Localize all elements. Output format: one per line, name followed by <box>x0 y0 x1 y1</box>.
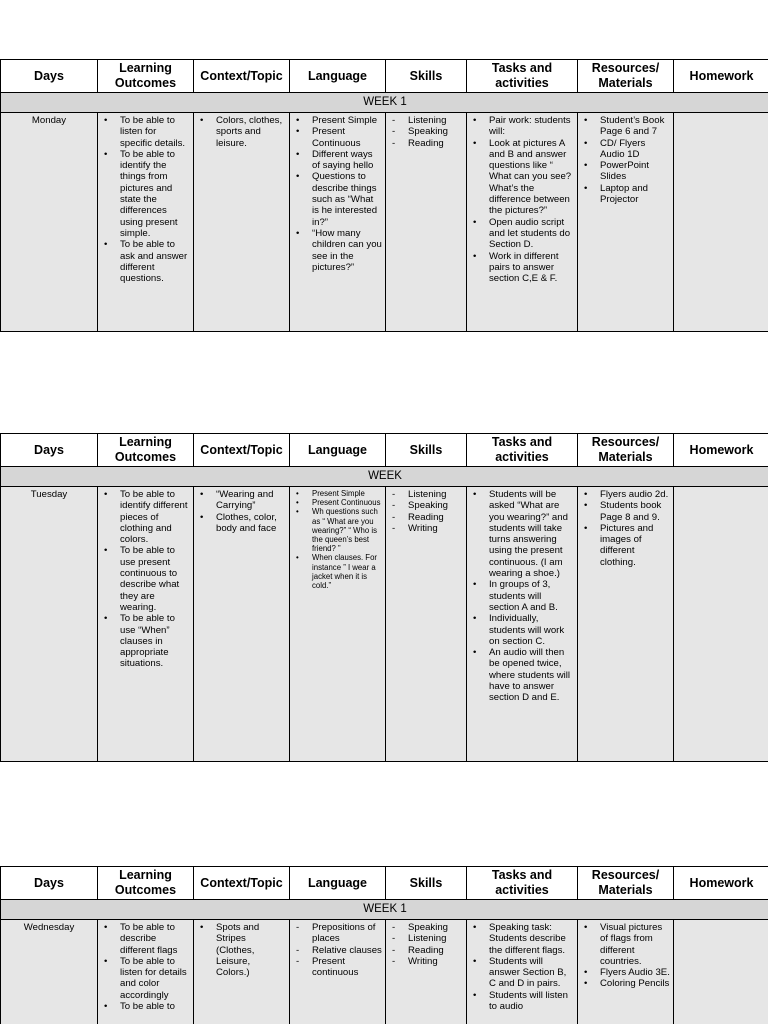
resources-cell <box>578 113 674 332</box>
lesson-row <box>1 113 768 332</box>
week-label: WEEK <box>1 467 768 487</box>
header-context-topic: Context/Topic <box>194 60 290 93</box>
list-item: • Present Continuous <box>293 498 382 507</box>
list-item: - Speaking <box>389 922 463 933</box>
header-days: Days <box>1 867 98 900</box>
list-item: • To be able to use “When” clauses in appropriate situations. <box>101 613 190 669</box>
language-cell <box>290 113 386 332</box>
header-learning-outcomes: Learning Outcomes <box>98 60 194 93</box>
header-tasks: Tasks and activities <box>467 434 578 467</box>
header-days: Days <box>1 434 98 467</box>
header-resources: Resources/ Materials <box>578 60 674 93</box>
list-item: • To be able to listen for specific details. <box>101 115 190 149</box>
context-cell <box>194 113 290 332</box>
header-learning-outcomes: Learning Outcomes <box>98 434 194 467</box>
list-item: • CD/ Flyers Audio 1D <box>581 138 670 161</box>
day-cell: Monday <box>1 113 98 332</box>
header-tasks: Tasks and activities <box>467 60 578 93</box>
header-days: Days <box>1 60 98 93</box>
list-item: • Present Continuous <box>293 126 382 149</box>
header-resources: Resources/ Materials <box>578 867 674 900</box>
homework-cell <box>674 113 768 332</box>
header-language: Language <box>290 867 386 900</box>
resources-cell <box>578 487 674 762</box>
list-item: • Present Simple <box>293 489 382 498</box>
tasks-cell <box>467 487 578 762</box>
list-item: • To be able to identify different pieces of clothing and colors. <box>101 489 190 545</box>
list-item: • To be able to use present continuous to describe what they are wearing. <box>101 545 190 613</box>
day-cell: Tuesday <box>1 487 98 762</box>
list-item: • Clothes, color, body and face <box>197 512 286 535</box>
list-item: • Speaking task: Students describe the different flags. <box>470 922 574 956</box>
list-item: • Coloring Pencils <box>581 978 670 989</box>
list-item: • “How many children can you see in the pictures?” <box>293 228 382 273</box>
list-item: - Listening <box>389 115 463 126</box>
week-label: WEEK 1 <box>1 900 768 920</box>
list-item: • Look at pictures A and B and answer questions like “ What can you see? What’s the difference between the pictures?” <box>470 138 574 217</box>
header-tasks: Tasks and activities <box>467 867 578 900</box>
lesson-row <box>1 920 768 1024</box>
language-cell <box>290 487 386 762</box>
list-item: • Pair work: students will: <box>470 115 574 138</box>
skills-cell <box>386 487 467 762</box>
list-item: • Students will be asked “What are you wearing?” and students will take turns answering using the present continuous. (I am wearing a shoe.) <box>470 489 574 579</box>
list-item: • “Wearing and Carrying” <box>197 489 286 512</box>
header-context-topic: Context/Topic <box>194 867 290 900</box>
header-row <box>1 867 768 900</box>
list-item: - Speaking <box>389 500 463 511</box>
header-context-topic: Context/Topic <box>194 434 290 467</box>
list-item: - Reading <box>389 138 463 149</box>
list-item: • Students book Page 8 and 9. <box>581 500 670 523</box>
outcomes-cell <box>98 487 194 762</box>
header-skills: Skills <box>386 60 467 93</box>
list-item: - Present continuous <box>293 956 382 979</box>
header-row <box>1 434 768 467</box>
list-item: • Flyers Audio 3E. <box>581 967 670 978</box>
list-item: - Relative clauses <box>293 945 382 956</box>
list-item: • To be able to ask and answer different questions. <box>101 239 190 284</box>
list-item: • In groups of 3, students will section A and B. <box>470 579 574 613</box>
header-resources: Resources/ Materials <box>578 434 674 467</box>
list-item: • Wh questions such as “ What are you wearing?” “ Who is the queen’s best friend? ” <box>293 507 382 553</box>
header-skills: Skills <box>386 867 467 900</box>
header-row <box>1 60 768 93</box>
list-item: - Listening <box>389 933 463 944</box>
list-item: • Work in different pairs to answer section C,E & F. <box>470 251 574 285</box>
list-item: • Different ways of saying hello <box>293 149 382 172</box>
skills-cell <box>386 113 467 332</box>
header-homework: Homework <box>674 60 768 93</box>
skills-cell <box>386 920 467 1024</box>
list-item: • To be able to identify the things from pictures and state the differences using present simple. <box>101 149 190 239</box>
list-item: • Flyers audio 2d. <box>581 489 670 500</box>
list-item: • PowerPoint Slides <box>581 160 670 183</box>
list-item: - Prepositions of places <box>293 922 382 945</box>
context-cell <box>194 487 290 762</box>
list-item: - Reading <box>389 512 463 523</box>
list-item: • Students will answer Section B, C and D in pairs. <box>470 956 574 990</box>
tasks-cell <box>467 113 578 332</box>
list-item: - Listening <box>389 489 463 500</box>
list-item: • Spots and Stripes (Clothes, Leisure, Colors.) <box>197 922 286 978</box>
outcomes-cell <box>98 920 194 1024</box>
header-skills: Skills <box>386 434 467 467</box>
header-language: Language <box>290 434 386 467</box>
list-item: • Open audio script and let students do Section D. <box>470 217 574 251</box>
list-item: • Student’s Book Page 6 and 7 <box>581 115 670 138</box>
lesson-plan-table-wednesday <box>0 866 768 1024</box>
homework-cell <box>674 487 768 762</box>
list-item: - Writing <box>389 523 463 534</box>
week-label: WEEK 1 <box>1 93 768 113</box>
homework-cell <box>674 920 768 1024</box>
list-item: • Colors, clothes, sports and leisure. <box>197 115 286 149</box>
list-item: - Writing <box>389 956 463 967</box>
list-item: - Reading <box>389 945 463 956</box>
list-item: • Individually, students will work on section C. <box>470 613 574 647</box>
list-item: • Students will listen to audio <box>470 990 574 1013</box>
lesson-row <box>1 487 768 762</box>
lesson-plan-table-monday <box>0 59 768 332</box>
language-cell <box>290 920 386 1024</box>
tasks-cell <box>467 920 578 1024</box>
list-item: • To be able to listen for details and color accordingly <box>101 956 190 1001</box>
list-item: • Questions to describe things such as “What is he interested in?” <box>293 171 382 227</box>
header-homework: Homework <box>674 867 768 900</box>
header-language: Language <box>290 60 386 93</box>
resources-cell <box>578 920 674 1024</box>
context-cell <box>194 920 290 1024</box>
list-item: • Visual pictures of flags from different countries. <box>581 922 670 967</box>
day-cell: Wednesday <box>1 920 98 1024</box>
list-item: • When clauses. For instance ” I wear a jacket when it is cold.” <box>293 553 382 590</box>
list-item: • An audio will then be opened twice, where students will have to answer section D and E. <box>470 647 574 703</box>
list-item: • To be able to describe different flags <box>101 922 190 956</box>
header-learning-outcomes: Learning Outcomes <box>98 867 194 900</box>
list-item: • Present Simple <box>293 115 382 126</box>
list-item: • To be able to <box>101 1001 190 1012</box>
list-item: - Speaking <box>389 126 463 137</box>
list-item: • Pictures and images of different clothing. <box>581 523 670 568</box>
list-item: • Laptop and Projector <box>581 183 670 206</box>
outcomes-cell <box>98 113 194 332</box>
lesson-plan-table-tuesday <box>0 433 768 762</box>
header-homework: Homework <box>674 434 768 467</box>
